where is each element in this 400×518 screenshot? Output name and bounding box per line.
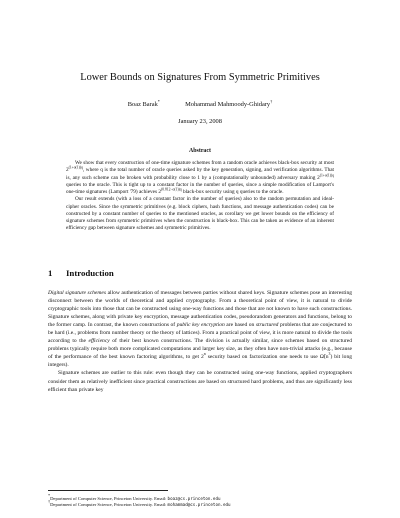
- footnote-mark: †: [48, 499, 51, 504]
- paper-title: Lower Bounds on Signatures From Symmetric Primitives: [80, 72, 320, 83]
- section-heading: [48, 268, 114, 278]
- section-title: Introduction: [66, 268, 114, 278]
- author-footnote-mark: *: [157, 99, 160, 104]
- footnote: †Department of Computer Science, Princeton University. Email: mohammad@cs.princeton.edu: [48, 499, 231, 507]
- body-paragraph: Digital signature schemes allow authentication of messages between parties without shared keys. Signature schemes pose an interesting disconnect between the worlds of theoretical and applied cryptography. From a theoretical point of view, it is natural to divide cryptographic tools into those that can be constructed using one-way functions and those that are not known to have such constructions. Signature schemes, along with private key encryption, message authentication codes, pseudorandom generators and functions, belong to the former camp. In contrast, the known constructions of public key encryption are based on structured problems that are conjectured to be hard (i.e., problems from number theory or the theory of lattices). From a practical point of view, it is more natural to divide the tools according to the efficiency of their best known constructions. The division is actually similar, since schemes based on structured problems typically require both more complicated computations and larger key size, as they often have non-trivial attacks (e.g., because of the performance of the best known factoring algorithms, to get 2$^n$ security based on factorization one needs to use $\Omegã(n^3)$ bit long integers).: [48, 290, 353, 369]
- abstract-heading: Abstract: [189, 148, 211, 154]
- emphasis-text: efficiency: [88, 338, 110, 345]
- section-body: [48, 289, 352, 394]
- author-name: Boaz Barak: [127, 101, 158, 108]
- section-number: 1: [48, 268, 53, 278]
- emphasis-text: structured: [255, 322, 279, 329]
- author-name: Mohammad Mahmoody-Ghidary: [185, 101, 271, 108]
- abstract-body: [66, 160, 334, 233]
- email-link[interactable]: boaz@cs.princeton.edu: [167, 496, 221, 501]
- abstract-paragraph: We show that every construction of one-time signature schemes from a random oracle achieves black-box security at most $2^{(1+o(1))q}$, where q is the total number of oracle queries asked by the key generation, signing, and verification algorithms. That is, any such scheme can be broken with probability close to 1 by a (computationally unbounded) adversary making $2^{(1+o(1))q}$ queries to the oracle. This is tight up to a constant factor in the number of queries, since a simple modification of Lamport's one-time signatures (Lamport '79) achieves $2^{(0.812-o(1))q}$ black-box security using q queries to the oracle.: [66, 160, 334, 195]
- author-footnote-mark: †: [270, 99, 273, 104]
- email-link[interactable]: mohammad@cs.princeton.edu: [167, 502, 231, 507]
- abstract-paragraph: Our result extends (with a loss of a constant factor in the number of queries) also to the random permutation and ideal-cipher oracles. Since the symmetric primitives (e.g. block ciphers, hash functions, and message authentication codes) can be constructed by a constant number of queries to the mentioned oracles, as corollary we get lower bounds on the efficiency of signature schemes from symmetric primitives when the construction is black-box. This can be taken as evidence of an inherent efficiency gap between signature schemes and symmetric primitives.: [66, 196, 334, 232]
- author-line: [0, 99, 400, 108]
- emphasis-text: Digital signature schemes: [48, 290, 107, 296]
- footnote: *Department of Computer Science, Princeton University. Email: boaz@cs.princeton.edu: [48, 493, 221, 501]
- emphasis-text: public key encryption: [176, 322, 225, 329]
- footnote-rule: [48, 490, 168, 491]
- body-paragraph: Signature schemes are outlier to this rule: even though they can be constructed using one-way functions, applied cryptographers consider them as relatively inefficient since practical constructions are based on structured hard problems, and thus are significantly less efficient than private key: [48, 370, 352, 393]
- footnote-mark: *: [48, 493, 51, 498]
- paper-date: January 23, 2008: [178, 118, 222, 125]
